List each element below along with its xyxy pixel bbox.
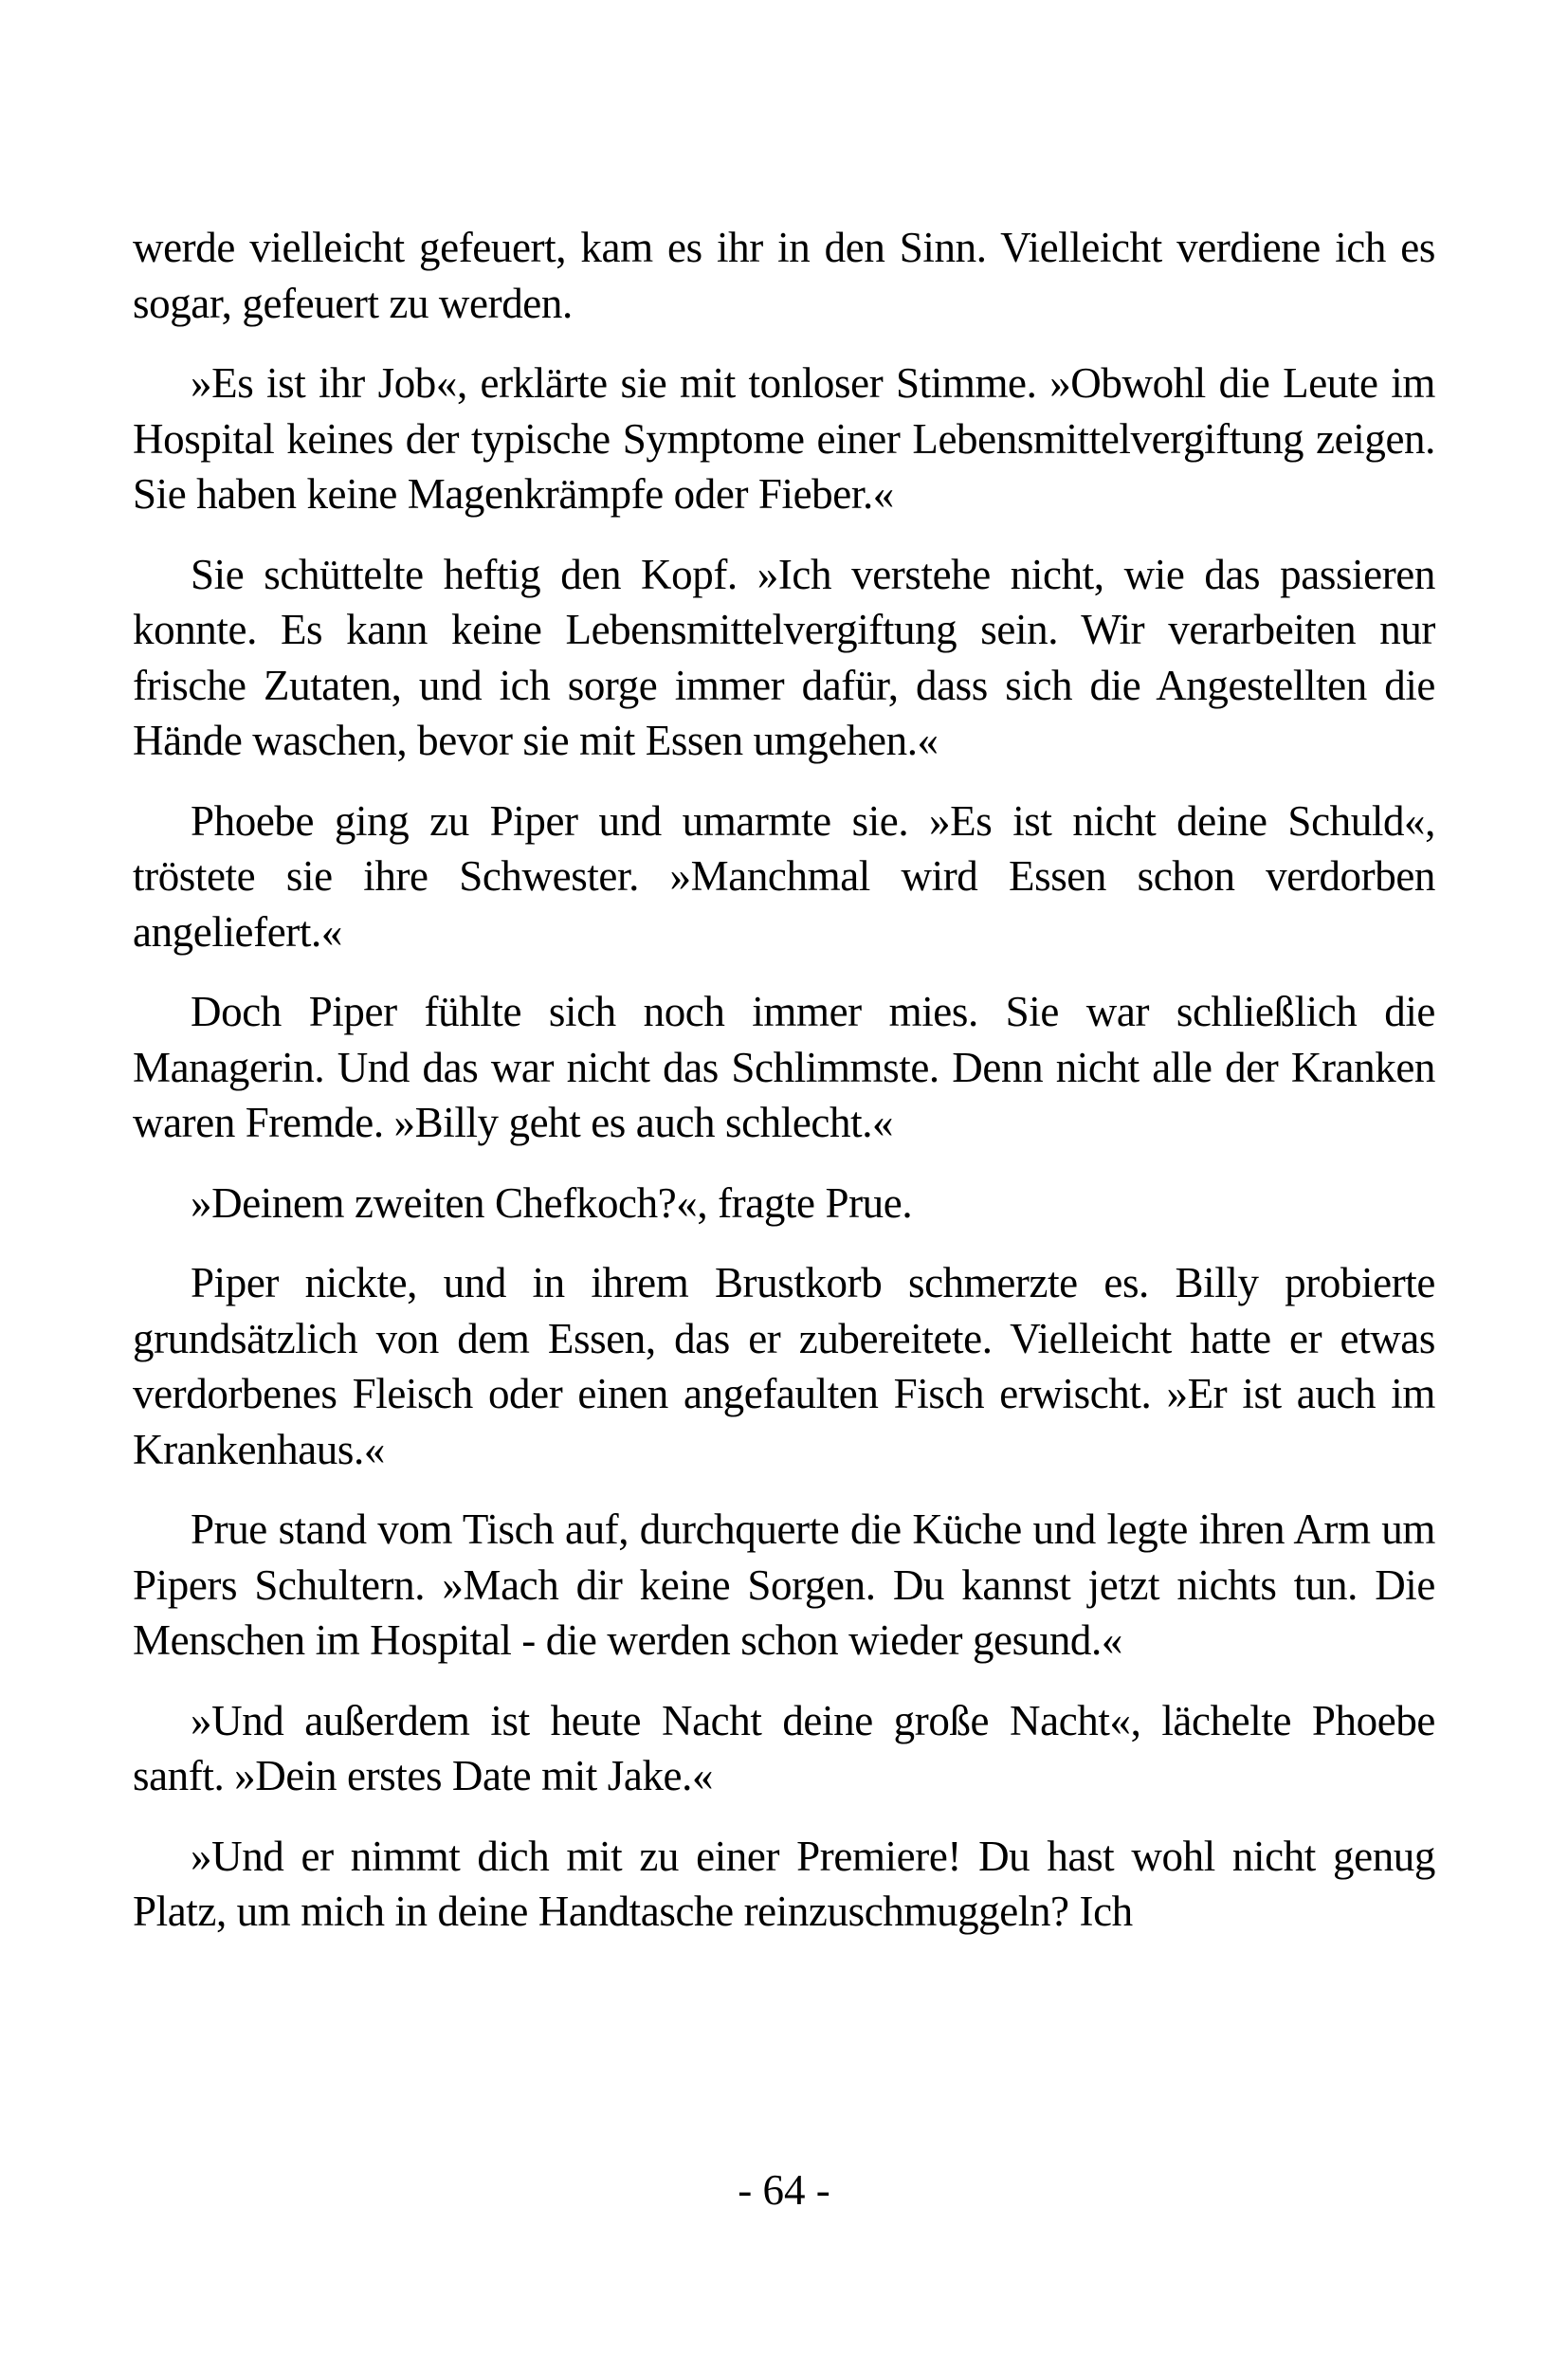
- paragraph-2: »Es ist ihr Job«, erklärte sie mit tonloser Stimme. »Obwohl die Leute im Hospital keines der typische Symptome einer Lebensmittelvergiftung zeigen. Sie haben keine Magenkrämpfe oder Fieber.«: [133, 359, 1435, 518]
- paragraph-8: Prue stand vom Tisch auf, durchquerte die Küche und legte ihren Arm um Pipers Schultern. »Mach dir keine Sorgen. Du kannst jetzt nichts tun. Die Menschen im Hospital - die werden schon wieder gesund.«: [133, 1505, 1435, 1664]
- body-text: [133, 220, 1435, 1964]
- paragraph-1: werde vielleicht gefeuert, kam es ihr in den Sinn. Vielleicht verdiene ich es sogar, gefeuert zu werden.: [133, 224, 1435, 327]
- paragraph-4: Phoebe ging zu Piper und umarmte sie. »Es ist nicht deine Schuld«, tröstete sie ihre Schwester. »Manchmal wird Essen schon verdorben angeliefert.«: [133, 796, 1435, 956]
- paragraph-9: »Und außerdem ist heute Nacht deine große Nacht«, lächelte Phoebe sanft. »Dein erstes Date mit Jake.«: [133, 1696, 1435, 1799]
- paragraph-3: Sie schüttelte heftig den Kopf. »Ich verstehe nicht, wie das passieren konnte. Es kann keine Lebensmittelvergiftung sein. Wir verarbeiten nur frische Zutaten, und ich sorge immer dafür, dass sich die Angestellten die Hände waschen, bevor sie mit Essen umgehen.«: [133, 550, 1435, 764]
- paragraph-7: Piper nickte, und in ihrem Brustkorb schmerzte es. Billy probierte grundsätzlich von dem Essen, das er zubereitete. Vielleicht hatte er etwas verdorbenes Fleisch oder einen angefaulten Fisch erwischt. »Er ist auch im Krankenhaus.«: [133, 1259, 1435, 1473]
- paragraph-10: »Und er nimmt dich mit zu einer Premiere! Du hast wohl nicht genug Platz, um mich in deine Handtasche reinzuschmuggeln? Ich: [133, 1832, 1435, 1935]
- paragraph-5: Doch Piper fühlte sich noch immer mies. Sie war schließlich die Managerin. Und das war nicht das Schlimmste. Denn nicht alle der Kranken waren Fremde. »Billy geht es auch schlecht.«: [133, 988, 1435, 1146]
- paragraph-6: »Deinem zweiten Chefkoch?«, fragte Prue.: [191, 1178, 913, 1227]
- page-number: - 64 -: [738, 2166, 830, 2214]
